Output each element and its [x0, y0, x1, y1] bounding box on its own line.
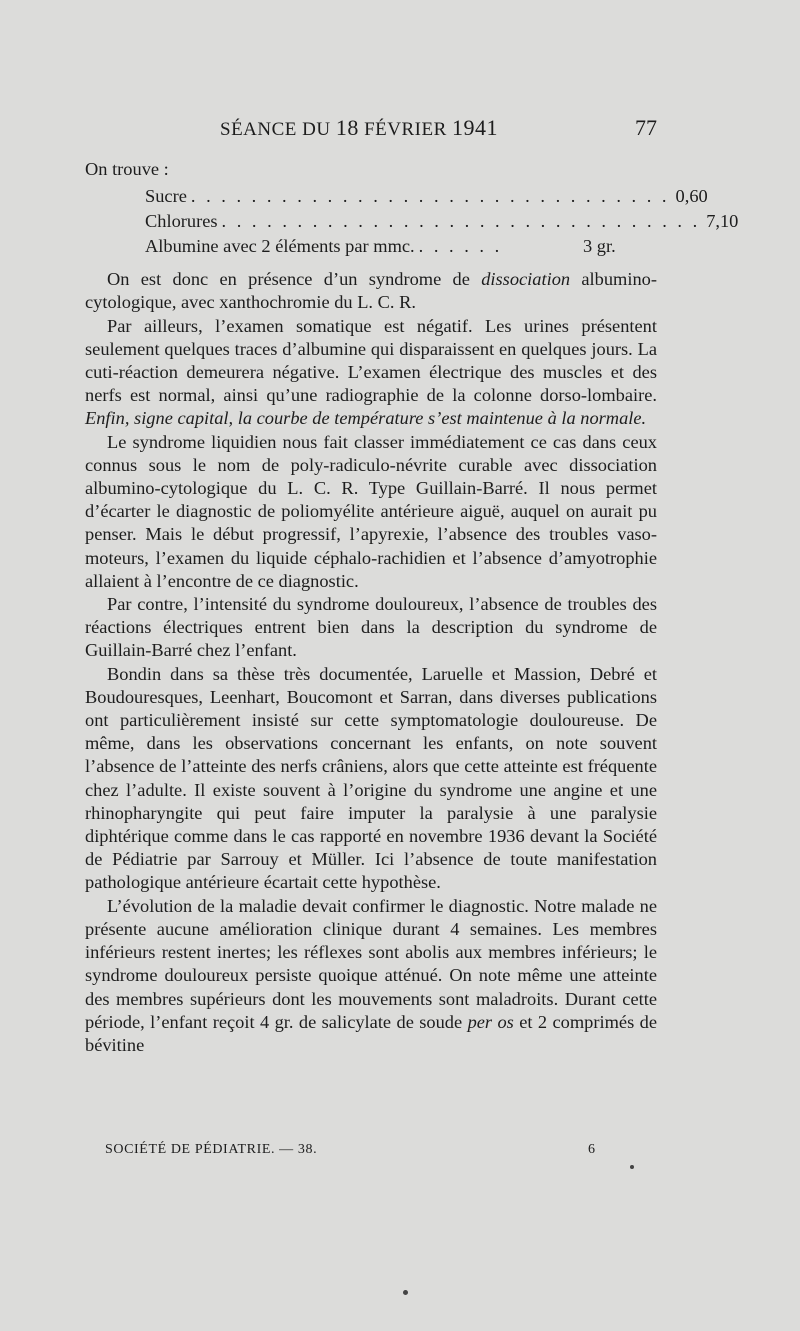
signature-footer: [105, 1142, 595, 1166]
lab-result-value: 0,60: [675, 186, 708, 207]
paragraph-syndrome: [85, 431, 657, 593]
paragraph-text: et 2 comprimés de bévitine: [85, 1011, 657, 1055]
leader-dots: . . . . . .: [418, 236, 503, 257]
paragraph-text: Par ailleurs, l’examen somatique est négatif. Les urines présentent seulement quelques traces d’albumine qui disparaissent en quelques jours. La cuti-réaction demeurera négative. L’examen électrique des muscles et des nerfs est normal, ainsi qu’une radiographie de la colonne dorso-lombaire.: [85, 315, 657, 406]
paragraph-dissociation: [85, 268, 657, 314]
paragraph-evolution: [85, 895, 657, 1057]
signature-mark: 6: [588, 1142, 595, 1157]
lab-result-name: Albumine avec 2 éléments par mmc.: [145, 236, 415, 257]
lab-results-list: [85, 185, 739, 260]
lab-result-row: [145, 185, 708, 210]
title-year: 1941: [452, 115, 499, 140]
paragraph-text: albumino-cytologique, avec xanthochromie du L. C. R.: [85, 269, 657, 313]
paragraph-par-contre: [85, 593, 657, 663]
lab-result-value: 7,10: [706, 211, 739, 232]
title-month: FÉVRIER: [364, 119, 447, 140]
title-prefix: SÉANCE DU: [220, 119, 331, 140]
lab-result-value: 3 gr.: [583, 236, 616, 257]
session-title: [220, 115, 498, 141]
footer-journal: SOCIÉTÉ DE PÉDIATRIE. — 38.: [105, 1142, 318, 1157]
paragraph-examen: [85, 315, 657, 431]
lab-result-row: [145, 235, 625, 260]
paragraph-text: Par contre, l’intensité du syndrome douloureux, l’absence de troubles des réactions électriques entrent bien dans la description du syndrome de Guillain-Barré chez l’enfant.: [85, 594, 657, 661]
lab-result-name: Chlorures: [145, 211, 218, 232]
intro-line: On trouve :: [85, 159, 169, 179]
running-header: [85, 115, 657, 149]
title-day: 18: [335, 115, 359, 140]
body-text: [85, 158, 739, 1057]
speck-mark: [403, 1290, 408, 1295]
paragraph-italic: per os: [467, 1011, 514, 1032]
lab-result-name: Sucre: [145, 186, 187, 207]
paragraph-text: Bondin dans sa thèse très documentée, Laruelle et Massion, Debré et Boudouresques, Leenhart, Boucomont et Sarran, dans diverses publications ont particulièrement insisté sur cette symptomatologie douloureuse. De même, dans les observations concernant les enfants, on note souvent l’absence de l’atteinte des nerfs crâniens, alors que cette atteinte est fréquente chez l’adulte. Il existe souvent à l’origine du syndrome une angine et une rhinopharyngite qui peut faire imputer la paralysie à une paralysie diphtérique comme dans le cas rapporté en novembre 1936 devant la Société de Pédiatrie par Sarrouy et Müller. Ici l’absence de toute manifestation pathologique antérieure écartait cette hypothèse.: [85, 663, 657, 893]
leader-dots: . . . . . . . . . . . . . . . . . . . . . . . . . . . . . . . .: [221, 211, 701, 232]
page-number: 77: [635, 115, 657, 140]
leader-dots: . . . . . . . . . . . . . . . . . . . . . . . . . . . . . . . .: [190, 186, 670, 207]
paragraph-text: L’évolution de la maladie devait confirmer le diagnostic. Notre malade ne présente aucune amélioration clinique durant 4 semaines. Les membres inférieurs restent inertes; les réflexes sont abolis aux membres inférieurs; le syndrome douloureux persiste quoique atténué. On note même une atteinte des membres supérieurs dont les mouvements sont maladroits. Durant cette période, l’enfant reçoit 4 gr. de salicylate de soude: [85, 895, 657, 1032]
paragraph-italic: dissociation: [481, 269, 571, 290]
speck-mark: [630, 1165, 634, 1169]
paragraph-bondin: [85, 663, 657, 895]
paragraph-text: On est donc en présence d’un syndrome de: [107, 269, 482, 290]
paragraph-text: Le syndrome liquidien nous fait classer immédiatement ce cas dans ceux connus sous le nom de poly-radiculo-névrite curable avec dissociation albumino-cytologique du L. C. R. Type Guillain-Barré. Il nous permet d’écarter le diagnostic de poliomyélite antérieure aiguë, auquel on aurait pu penser. Mais le début progressif, l’apyrexie, l’absence des troubles vaso-moteurs, l’examen du liquide céphalo-rachidien et l’absence d’amyotrophie allaient à l’encontre de ce diagnostic.: [85, 431, 657, 591]
paragraph-italic: Enfin, signe capital, la courbe de température s’est maintenue à la normale.: [85, 408, 647, 429]
lab-result-row: [145, 210, 739, 235]
